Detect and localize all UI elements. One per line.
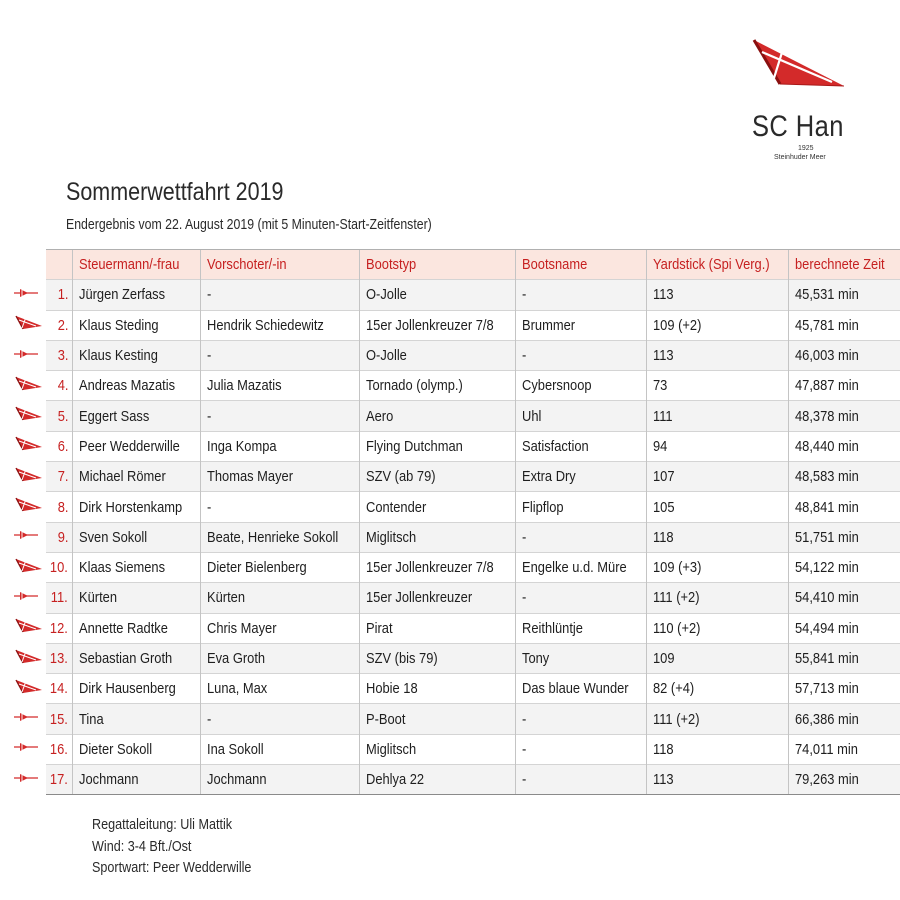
bootsname-cell: Satisfaction [515, 431, 646, 461]
yardstick-cell: 105 [646, 492, 789, 522]
yardstick-cell: 113 [646, 280, 789, 310]
page-subtitle: Endergebnis vom 22. August 2019 (mit 5 Minuten-Start-Zeitfenster) [66, 216, 432, 233]
bootstyp-cell: Flying Dutchman [360, 431, 515, 461]
table-row [14, 492, 900, 522]
vorschoter-cell: Chris Mayer [200, 613, 360, 643]
vorschoter-cell: Jochmann [200, 765, 360, 795]
bootsname-cell: - [515, 340, 646, 370]
table-row [14, 552, 900, 582]
place-cell: 14. [46, 674, 72, 704]
header-place [46, 250, 72, 280]
zeit-cell: 54,122 min [789, 552, 900, 582]
steuermann-cell: Annette Radtke [73, 613, 201, 643]
place-cell: 17. [46, 765, 72, 795]
steuermann-cell: Dirk Horstenkamp [73, 492, 201, 522]
bootsname-cell: - [515, 583, 646, 613]
steuermann-cell: Sebastian Groth [73, 643, 201, 673]
yardstick-cell: 109 [646, 643, 789, 673]
pennant-icon [14, 613, 46, 643]
bootsname-cell: Extra Dry [515, 462, 646, 492]
bootstyp-cell: P-Boot [360, 704, 515, 734]
pennant-icon [14, 371, 46, 401]
vorschoter-cell: - [200, 340, 360, 370]
results-table [14, 249, 900, 795]
table-row [14, 371, 900, 401]
bootsname-cell: Das blaue Wunder [515, 674, 646, 704]
bootsname-cell: - [515, 280, 646, 310]
vorschoter-cell: Thomas Mayer [200, 462, 360, 492]
burgee-icon [14, 522, 46, 552]
steuermann-cell: Klaus Steding [73, 310, 201, 340]
yardstick-cell: 113 [646, 340, 789, 370]
bootsname-cell: - [515, 704, 646, 734]
zeit-cell: 54,410 min [789, 583, 900, 613]
table-row [14, 462, 900, 492]
yardstick-cell: 118 [646, 522, 789, 552]
yardstick-cell: 118 [646, 734, 789, 764]
footer-wind: Wind: 3-4 Bft./Ost [92, 837, 192, 855]
table-row [14, 613, 900, 643]
bootstyp-cell: Miglitsch [360, 522, 515, 552]
vorschoter-cell: - [200, 280, 360, 310]
vorschoter-cell: - [200, 492, 360, 522]
yardstick-cell: 94 [646, 431, 789, 461]
pennant-icon [14, 552, 46, 582]
zeit-cell: 55,841 min [789, 643, 900, 673]
header-bootstyp: Bootstyp [360, 250, 515, 280]
burgee-icon [14, 734, 46, 764]
place-cell: 7. [46, 462, 72, 492]
steuermann-cell: Eggert Sass [73, 401, 201, 431]
zeit-cell: 48,378 min [789, 401, 900, 431]
vorschoter-cell: Eva Groth [200, 643, 360, 673]
table-row [14, 401, 900, 431]
zeit-cell: 48,440 min [789, 431, 900, 461]
zeit-cell: 47,887 min [789, 371, 900, 401]
vorschoter-cell: Dieter Bielenberg [200, 552, 360, 582]
pennant-icon [14, 674, 46, 704]
place-cell: 9. [46, 522, 72, 552]
yardstick-cell: 107 [646, 462, 789, 492]
yardstick-cell: 110 (+2) [646, 613, 789, 643]
pennant-icon [14, 431, 46, 461]
bootsname-cell: - [515, 734, 646, 764]
burgee-icon [14, 765, 46, 795]
table-row [14, 340, 900, 370]
bootsname-cell: Flipflop [515, 492, 646, 522]
vorschoter-cell: Kürten [200, 583, 360, 613]
yardstick-cell: 111 (+2) [646, 704, 789, 734]
footer-notes [92, 814, 282, 879]
page-title: Sommerwettfahrt 2019 [66, 178, 284, 206]
club-pennant-icon [750, 38, 850, 110]
zeit-cell: 46,003 min [789, 340, 900, 370]
table-row [14, 674, 900, 704]
bootstyp-cell: O-Jolle [360, 340, 515, 370]
steuermann-cell: Klaus Kesting [73, 340, 201, 370]
table-row [14, 734, 900, 764]
zeit-cell: 45,781 min [789, 310, 900, 340]
steuermann-cell: Dieter Sokoll [73, 734, 201, 764]
footer-sportwart: Sportwart: Peer Wedderwille [92, 859, 252, 876]
zeit-cell: 79,263 min [789, 765, 900, 795]
header-bootsname: Bootsname [515, 250, 646, 280]
place-cell: 16. [46, 734, 72, 764]
steuermann-cell: Peer Wedderwille [73, 431, 201, 461]
table-row [14, 280, 900, 310]
bootsname-cell: - [515, 765, 646, 795]
pennant-icon [14, 492, 46, 522]
yardstick-cell: 111 (+2) [646, 583, 789, 613]
bootstyp-cell: Miglitsch [360, 734, 515, 764]
place-cell: 11. [46, 583, 72, 613]
vorschoter-cell: Ina Sokoll [200, 734, 360, 764]
zeit-cell: 74,011 min [789, 734, 900, 764]
bootsname-cell: Reithlüntje [515, 613, 646, 643]
steuermann-cell: Kürten [73, 583, 201, 613]
logo-year: 1925 [798, 145, 814, 152]
table-row [14, 583, 900, 613]
zeit-cell: 45,531 min [789, 280, 900, 310]
place-cell: 6. [46, 431, 72, 461]
place-cell: 10. [46, 552, 72, 582]
place-cell: 15. [46, 704, 72, 734]
yardstick-cell: 109 (+2) [646, 310, 789, 340]
pennant-icon [14, 643, 46, 673]
vorschoter-cell: - [200, 401, 360, 431]
bootstyp-cell: SZV (ab 79) [360, 462, 515, 492]
place-cell: 1. [46, 280, 72, 310]
table-row [14, 643, 900, 673]
vorschoter-cell: Julia Mazatis [200, 371, 360, 401]
vorschoter-cell: Beate, Henrieke Sokoll [200, 522, 360, 552]
vorschoter-cell: Luna, Max [200, 674, 360, 704]
bootstyp-cell: 15er Jollenkreuzer 7/8 [360, 310, 515, 340]
bootsname-cell: Engelke u.d. Müre [515, 552, 646, 582]
header-vorschoter: Vorschoter/-in [200, 250, 360, 280]
zeit-cell: 66,386 min [789, 704, 900, 734]
steuermann-cell: Andreas Mazatis [73, 371, 201, 401]
place-cell: 4. [46, 371, 72, 401]
zeit-cell: 51,751 min [789, 522, 900, 552]
steuermann-cell: Michael Römer [73, 462, 201, 492]
place-cell: 8. [46, 492, 72, 522]
table-row [14, 765, 900, 795]
bootstyp-cell: Hobie 18 [360, 674, 515, 704]
steuermann-cell: Klaas Siemens [73, 552, 201, 582]
place-cell: 5. [46, 401, 72, 431]
place-cell: 12. [46, 613, 72, 643]
pennant-icon [14, 310, 46, 340]
bootstyp-cell: Aero [360, 401, 515, 431]
zeit-cell: 48,841 min [789, 492, 900, 522]
table-row [14, 522, 900, 552]
yardstick-cell: 111 [646, 401, 789, 431]
bootstyp-cell: SZV (bis 79) [360, 643, 515, 673]
zeit-cell: 48,583 min [789, 462, 900, 492]
vorschoter-cell: Inga Kompa [200, 431, 360, 461]
header-flag [14, 250, 46, 280]
yardstick-cell: 73 [646, 371, 789, 401]
bootstyp-cell: 15er Jollenkreuzer 7/8 [360, 552, 515, 582]
table-row [14, 310, 900, 340]
burgee-icon [14, 280, 46, 310]
bootstyp-cell: Dehlya 22 [360, 765, 515, 795]
place-cell: 3. [46, 340, 72, 370]
bootstyp-cell: 15er Jollenkreuzer [360, 583, 515, 613]
bootstyp-cell: Contender [360, 492, 515, 522]
table-header-row [14, 250, 900, 280]
logo-place: Steinhuder Meer [774, 154, 826, 161]
club-logo [740, 38, 860, 168]
steuermann-cell: Sven Sokoll [73, 522, 201, 552]
burgee-icon [14, 583, 46, 613]
bootsname-cell: Cybersnoop [515, 371, 646, 401]
steuermann-cell: Jochmann [73, 765, 201, 795]
bootsname-cell: Tony [515, 643, 646, 673]
bootstyp-cell: Tornado (olymp.) [360, 371, 515, 401]
yardstick-cell: 82 (+4) [646, 674, 789, 704]
yardstick-cell: 113 [646, 765, 789, 795]
bootstyp-cell: Pirat [360, 613, 515, 643]
table-row [14, 704, 900, 734]
bootsname-cell: Uhl [515, 401, 646, 431]
vorschoter-cell: Hendrik Schiedewitz [200, 310, 360, 340]
bootstyp-cell: O-Jolle [360, 280, 515, 310]
burgee-icon [14, 704, 46, 734]
logo-name: SC Han [752, 110, 844, 143]
zeit-cell: 54,494 min [789, 613, 900, 643]
bootsname-cell: - [515, 522, 646, 552]
place-cell: 13. [46, 643, 72, 673]
zeit-cell: 57,713 min [789, 674, 900, 704]
steuermann-cell: Tina [73, 704, 201, 734]
header-steuermann: Steuermann/-frau [73, 250, 201, 280]
table-row [14, 431, 900, 461]
steuermann-cell: Jürgen Zerfass [73, 280, 201, 310]
yardstick-cell: 109 (+3) [646, 552, 789, 582]
pennant-icon [14, 401, 46, 431]
place-cell: 2. [46, 310, 72, 340]
burgee-icon [14, 340, 46, 370]
header-zeit: berechnete Zeit [789, 250, 900, 280]
bootsname-cell: Brummer [515, 310, 646, 340]
footer-regattaleitung: Regattaleitung: Uli Mattik [92, 816, 233, 833]
pennant-icon [14, 462, 46, 492]
vorschoter-cell: - [200, 704, 360, 734]
header-yardstick: Yardstick (Spi Verg.) [646, 250, 789, 280]
steuermann-cell: Dirk Hausenberg [73, 674, 201, 704]
